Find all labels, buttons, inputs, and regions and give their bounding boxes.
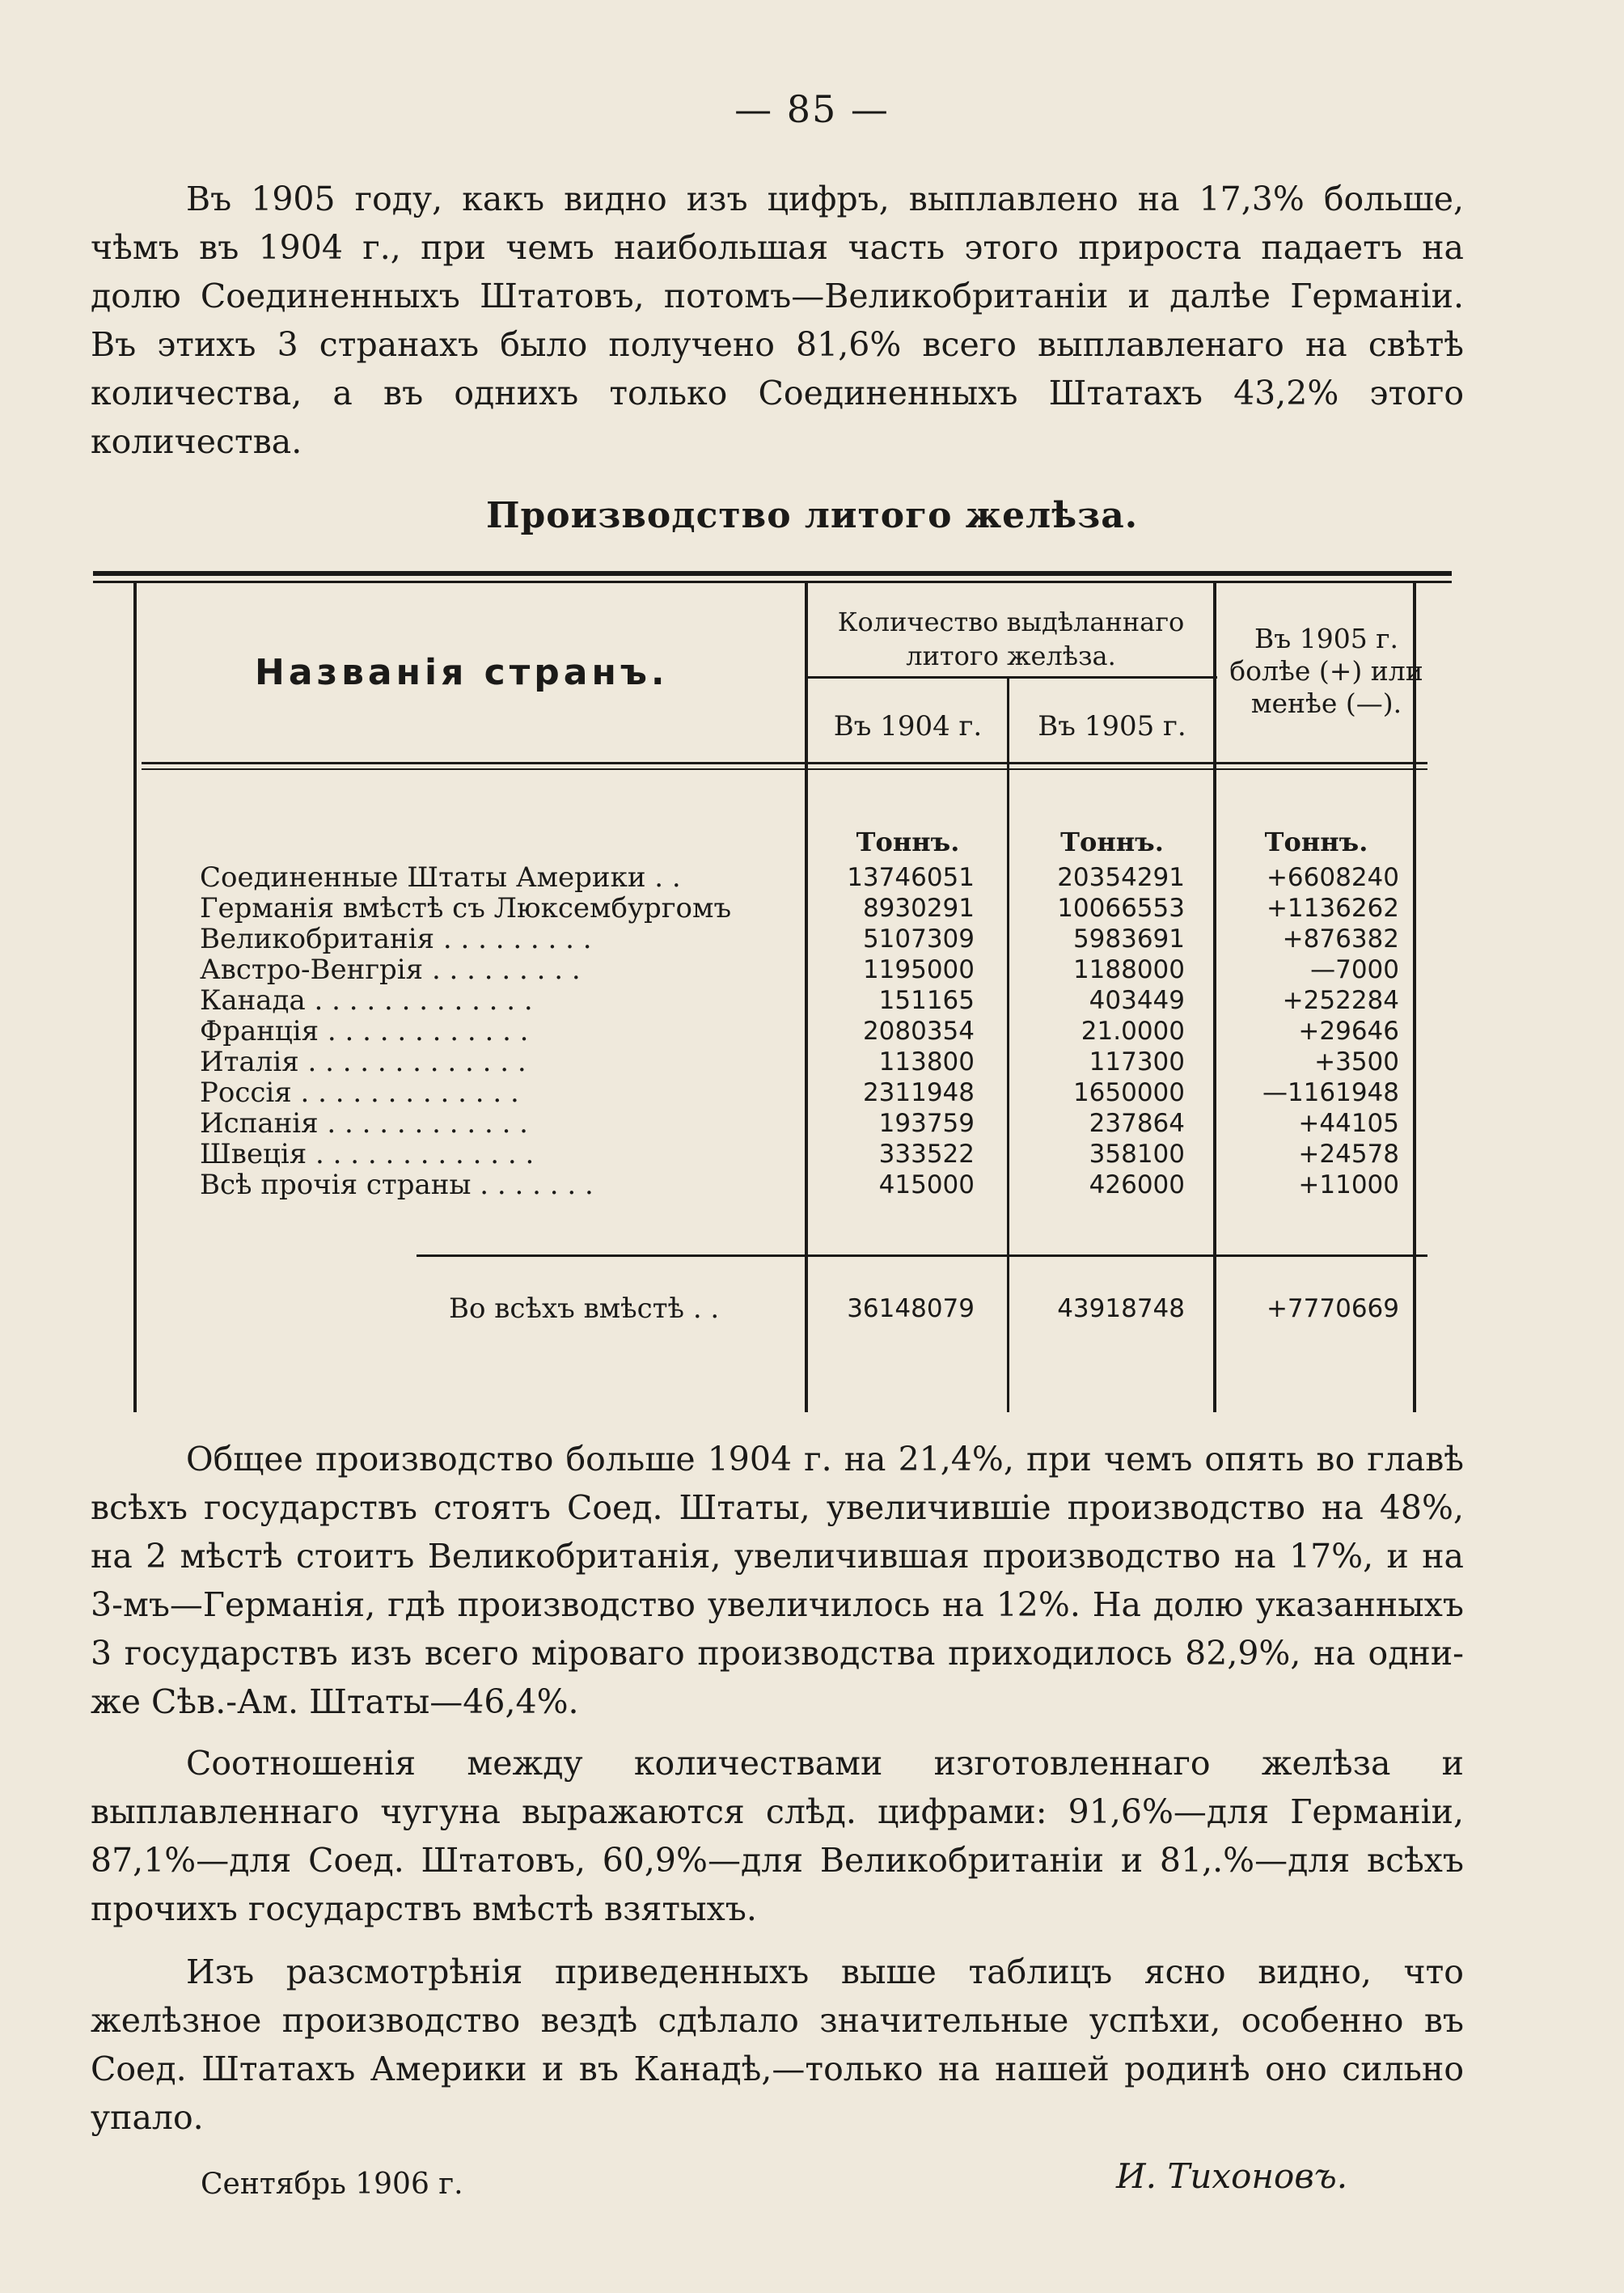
value-1904: 1195000	[862, 955, 975, 984]
unit-label-1904: Тоннъ.	[856, 827, 960, 857]
value-1905: 20354291	[1057, 863, 1185, 892]
paragraph-intro-text: Въ 1905 году, какъ видно изъ цифръ, выплавлено на 17,3% больше, чѣмъ въ 1904 г., при чемъ наибольшая часть этого прироста падаетъ на долю Соединенныхъ Штатовъ, потомъ—Великобританіи и далѣе Германіи. Въ этихъ 3 странахъ было получено 81,6% всего выплавленаго на свѣтѣ количества, а въ однихъ только Соединенныхъ Штатахъ 43,2% этого количества.	[91, 180, 1464, 461]
value-1905: 358100	[1089, 1140, 1185, 1169]
value-1904: 2080354	[862, 1017, 975, 1046]
paragraph-summary	[91, 1435, 1464, 1726]
country-name: Соединенные Штаты Америки . .	[200, 861, 681, 894]
table-total-row	[93, 1292, 1452, 1325]
country-name: Великобританія . . . . . . . . .	[200, 923, 592, 955]
country-name: Франція . . . . . . . . . . . .	[200, 1015, 529, 1047]
paragraph-conclusion-text: Изъ разсмотрѣнія приведенныхъ выше таблицъ ясно видно, что желѣзное производство вездѣ сдѣлало значительные успѣхи, особенно въ Соед. Штатахъ Америки и въ Канадѣ,—только на нашей родинѣ оно сильно упало.	[91, 1952, 1464, 2137]
value-1904: 415000	[878, 1170, 975, 1199]
value-difference: +29646	[1298, 1017, 1399, 1046]
header-quantity: Количество выдѣланнаго литого желѣза.	[837, 607, 1185, 671]
value-difference: +252284	[1282, 986, 1399, 1015]
total-label: Во всѣхъ вмѣстѣ . .	[449, 1292, 720, 1325]
table-row	[93, 954, 1452, 985]
header-country: Названія странъ.	[255, 652, 669, 693]
paragraph-ratios	[91, 1739, 1464, 1933]
value-difference: —1161948	[1262, 1078, 1399, 1107]
total-1904: 36148079	[847, 1294, 975, 1323]
country-name: Испанія . . . . . . . . . . . .	[200, 1107, 528, 1140]
value-1904: 8930291	[862, 894, 975, 923]
value-difference: +6608240	[1266, 863, 1399, 892]
table-row	[93, 985, 1452, 1016]
table-row	[93, 1016, 1452, 1047]
table-top-rule	[93, 571, 1452, 576]
table-row	[93, 1139, 1452, 1170]
header-1904: Въ 1904 г.	[833, 710, 983, 742]
value-1904: 113800	[878, 1047, 975, 1077]
table-row	[93, 1108, 1452, 1139]
value-1904: 13746051	[847, 863, 975, 892]
total-rule	[417, 1254, 1427, 1257]
total-difference: +7770669	[1266, 1294, 1399, 1323]
paragraph-ratios-text: Соотношенія между количествами изготовленнаго желѣза и выплавленнаго чугуна выражаются слѣд. цифрами: 91,6%—для Германіи, 87,1%—для Соед. Штатовъ, 60,9%—для Великобританіи и 81,.%—для всѣхъ прочихъ государствъ вмѣстѣ взятыхъ.	[91, 1744, 1464, 1928]
country-name: Швеція . . . . . . . . . . . . .	[200, 1138, 535, 1170]
country-name: Всѣ прочія страны . . . . . . .	[200, 1169, 594, 1201]
paragraph-intro	[91, 175, 1464, 466]
paragraph-conclusion	[91, 1948, 1464, 2142]
value-1905: 117300	[1089, 1047, 1185, 1077]
country-name: Россія . . . . . . . . . . . . .	[200, 1077, 519, 1109]
country-name: Италія . . . . . . . . . . . . .	[200, 1046, 527, 1078]
unit-label-1905: Тоннъ.	[1060, 827, 1164, 857]
paragraph-summary-text: Общее производство больше 1904 г. на 21,4%, при чемъ опять во главѣ всѣхъ государствъ стоятъ Соед. Штаты, увеличившіе производство на 48%, на 2 мѣстѣ стоитъ Великобританія, увеличившая производство на 17%, и на 3-мъ—Германія, гдѣ производство увеличилось на 12%. На долю указанныхъ 3 государствъ изъ всего міроваго производства приходилось 82,9%, на одни-же Сѣв.-Ам. Штаты—46,4%.	[91, 1440, 1464, 1721]
table-row	[93, 862, 1452, 893]
total-1905: 43918748	[1057, 1294, 1185, 1323]
value-difference: +11000	[1298, 1170, 1399, 1199]
value-difference: +3500	[1314, 1047, 1399, 1077]
value-1905: 5983691	[1072, 924, 1185, 954]
value-1905: 1650000	[1072, 1078, 1185, 1107]
quantity-subheader-rule	[805, 676, 1217, 679]
author-signature: И. Тихоновъ.	[1116, 2156, 1348, 2196]
value-1905: 21.0000	[1081, 1017, 1185, 1046]
value-1904: 193759	[878, 1109, 975, 1138]
value-1905: 403449	[1089, 986, 1185, 1015]
table-row	[93, 1047, 1452, 1077]
value-difference: +24578	[1298, 1140, 1399, 1169]
value-difference: +44105	[1298, 1109, 1399, 1138]
value-1905: 1188000	[1072, 955, 1185, 984]
table-row	[93, 893, 1452, 924]
value-difference: —7000	[1310, 955, 1399, 984]
header-bottom-rule	[142, 762, 1427, 764]
date-line: Сентябрь 1906 г.	[201, 2168, 463, 2201]
value-1904: 333522	[878, 1140, 975, 1169]
header-1905: Въ 1905 г.	[1038, 710, 1186, 742]
value-1904: 151165	[878, 986, 975, 1015]
unit-label-diff: Тоннъ.	[1264, 827, 1368, 857]
iron-production-table	[93, 571, 1452, 1412]
value-1905: 426000	[1089, 1170, 1185, 1199]
country-name: Канада . . . . . . . . . . . . .	[200, 984, 533, 1017]
country-name: Германія вмѣстѣ съ Люксембургомъ	[200, 892, 732, 924]
country-name: Австро-Венгрія . . . . . . . . .	[200, 954, 581, 986]
table-row	[93, 1077, 1452, 1108]
table-row	[93, 924, 1452, 954]
value-difference: +876382	[1282, 924, 1399, 954]
section-heading: Производство литого желѣза.	[485, 495, 1139, 536]
value-1905: 10066553	[1057, 894, 1185, 923]
page-number: — 85 —	[734, 87, 890, 131]
value-1904: 5107309	[862, 924, 975, 954]
value-1905: 237864	[1089, 1109, 1185, 1138]
value-difference: +1136262	[1266, 894, 1399, 923]
header-bottom-rule-thin	[142, 768, 1427, 770]
value-1904: 2311948	[862, 1078, 975, 1107]
header-difference: Въ 1905 г. болѣе (+) или менѣе (—).	[1229, 623, 1423, 719]
table-row	[93, 1170, 1452, 1200]
table-top-rule-thin	[93, 581, 1452, 583]
